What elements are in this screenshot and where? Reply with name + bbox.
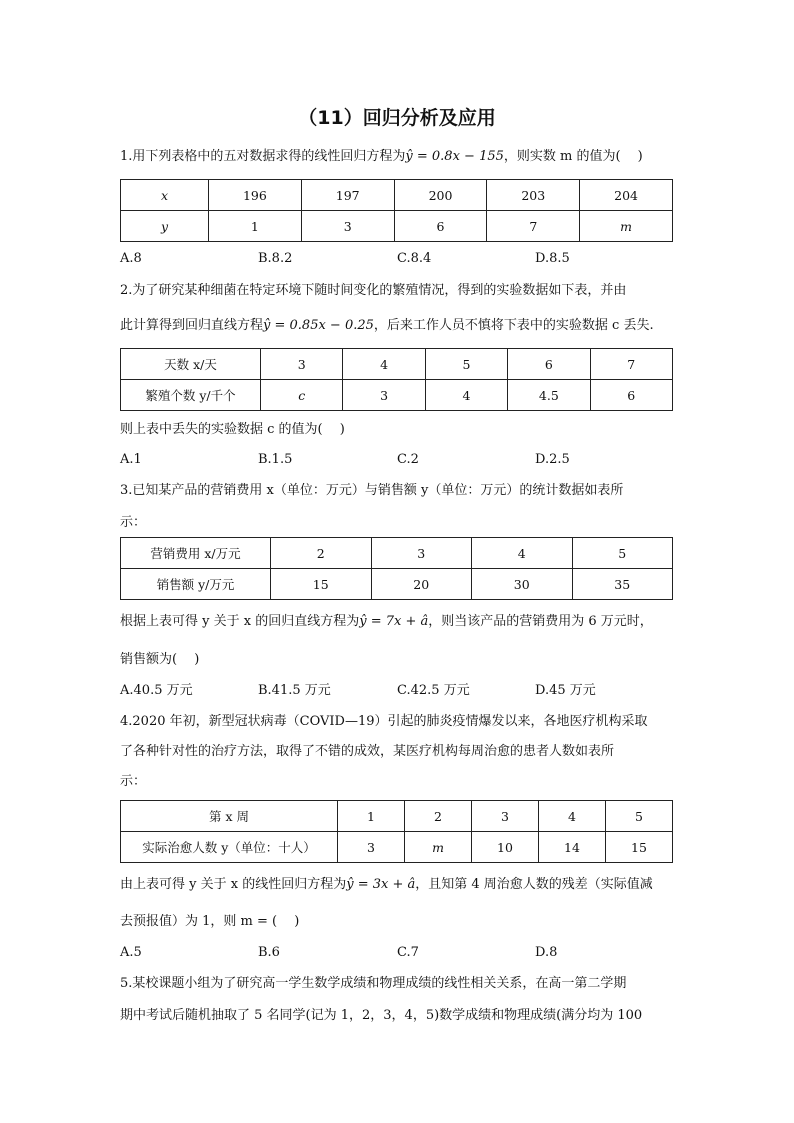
- table-cell: 2: [271, 538, 372, 569]
- q4-after-prefix: 由上表可得 y 关于 x 的线性回归方程为: [120, 877, 347, 892]
- table-cell: 1: [338, 801, 405, 832]
- q3-after-line1: [120, 613, 653, 631]
- q1-option-b[interactable]: B.8.2: [258, 251, 293, 266]
- q3-after-line2: 销售额为( ): [120, 652, 200, 667]
- table-cell: 7: [487, 211, 580, 242]
- table-row: [121, 538, 673, 569]
- table-cell: 第 x 周: [121, 801, 338, 832]
- q4-table: [120, 800, 673, 863]
- q4-option-c[interactable]: C.7: [397, 945, 419, 960]
- q5-stem-line2: 期中考试后随机抽取了 5 名同学(记为 1，2，3，4，5)数学成绩和物理成绩(满分均为 100: [120, 1008, 643, 1023]
- q4-option-a[interactable]: A.5: [120, 945, 142, 960]
- q2-option-d[interactable]: D.2.5: [535, 452, 570, 467]
- q2-equation: ŷ = 0.85x − 0.25: [263, 318, 374, 333]
- q3-after-suffix: ，则当该产品的营销费用为 6 万元时，: [428, 614, 653, 629]
- q2-question: 则上表中丢失的实验数据 c 的值为( ): [120, 422, 345, 437]
- table-cell: x: [121, 180, 209, 211]
- table-cell: 2: [405, 801, 472, 832]
- q4-after-line2: 去预报值）为 1，则 m = ( ): [120, 914, 300, 929]
- q1-stem-prefix: 1.用下列表格中的五对数据求得的线性回归方程为: [120, 149, 406, 164]
- table-row: [121, 180, 673, 211]
- q4-stem-line3: 示：: [120, 774, 147, 789]
- q4-after-suffix: ，且知第 4 周治愈人数的残差（实际值减: [415, 877, 653, 892]
- table-cell: 繁殖个数 y/千个: [121, 380, 261, 411]
- q3-option-b[interactable]: B.41.5 万元: [258, 683, 331, 698]
- table-cell: 14: [539, 832, 606, 863]
- q2-line2-prefix: 此计算得到回归直线方程: [120, 318, 264, 333]
- q3-option-d[interactable]: D.45 万元: [535, 683, 596, 698]
- q3-stem-line1: 3.已知某产品的营销费用 x（单位：万元）与销售额 y（单位：万元）的统计数据如表所: [120, 483, 624, 498]
- table-cell: 天数 x/天: [121, 349, 261, 380]
- table-cell: m: [405, 832, 472, 863]
- table-cell: 197: [301, 180, 394, 211]
- q4-after-line1: [120, 876, 653, 894]
- table-cell: 35: [572, 569, 673, 600]
- table-cell: 3: [261, 349, 343, 380]
- q1-stem: [120, 148, 643, 166]
- table-cell: 203: [487, 180, 580, 211]
- table-row: [121, 801, 673, 832]
- table-cell: 营销费用 x/万元: [121, 538, 271, 569]
- table-cell: 3: [371, 538, 472, 569]
- q2-option-b[interactable]: B.1.5: [258, 452, 293, 467]
- table-cell: 4.5: [508, 380, 590, 411]
- table-cell: m: [580, 211, 673, 242]
- q3-after-prefix: 根据上表可得 y 关于 x 的回归直线方程为: [120, 614, 360, 629]
- table-cell: 10: [472, 832, 539, 863]
- q2-table: [120, 348, 673, 411]
- q1-option-d[interactable]: D.8.5: [535, 251, 570, 266]
- table-cell: 196: [209, 180, 302, 211]
- table-row: [121, 569, 673, 600]
- q1-table: [120, 179, 673, 242]
- table-cell: 3: [301, 211, 394, 242]
- q4-option-b[interactable]: B.6: [258, 945, 280, 960]
- table-cell: 4: [425, 380, 507, 411]
- table-cell: y: [121, 211, 209, 242]
- q4-equation: ŷ = 3x + â: [346, 877, 416, 892]
- table-row: [121, 380, 673, 411]
- table-cell: 5: [425, 349, 507, 380]
- table-cell: 15: [271, 569, 372, 600]
- table-row: [121, 832, 673, 863]
- q2-stem-line2: [120, 317, 654, 335]
- table-cell: 15: [606, 832, 673, 863]
- q3-table: [120, 537, 673, 600]
- table-cell: 6: [590, 380, 672, 411]
- table-cell: 4: [539, 801, 606, 832]
- table-cell: 销售额 y/万元: [121, 569, 271, 600]
- table-cell: 1: [209, 211, 302, 242]
- q2-line2-suffix: ，后来工作人员不慎将下表中的实验数据 c 丢失.: [373, 318, 654, 333]
- q1-option-a[interactable]: A.8: [120, 251, 142, 266]
- q1-option-c[interactable]: C.8.4: [397, 251, 432, 266]
- q4-stem-line2: 了各种针对性的治疗方法，取得了不错的成效，某医疗机构每周治愈的患者人数如表所: [120, 744, 615, 759]
- q1-equation: ŷ = 0.8x − 155: [405, 149, 504, 164]
- table-row: [121, 211, 673, 242]
- q2-option-c[interactable]: C.2: [397, 452, 419, 467]
- q3-stem-line2: 示：: [120, 515, 147, 530]
- table-cell: c: [261, 380, 343, 411]
- table-cell: 3: [338, 832, 405, 863]
- q4-option-d[interactable]: D.8: [535, 945, 558, 960]
- q5-stem-line1: 5.某校课题小组为了研究高一学生数学成绩和物理成绩的线性相关关系，在高一第二学期: [120, 976, 627, 991]
- q3-option-a[interactable]: A.40.5 万元: [120, 683, 193, 698]
- q3-option-c[interactable]: C.42.5 万元: [397, 683, 470, 698]
- page-title: （11）回归分析及应用: [298, 107, 496, 129]
- q4-stem-line1: 4.2020 年初，新型冠状病毒（COVID—19）引起的肺炎疫情爆发以来，各地医疗机构采取: [120, 714, 648, 729]
- table-row: [121, 349, 673, 380]
- table-cell: 7: [590, 349, 672, 380]
- table-cell: 6: [394, 211, 487, 242]
- q2-stem-line1: 2.为了研究某种细菌在特定环境下随时间变化的繁殖情况，得到的实验数据如下表，并由: [120, 283, 627, 298]
- table-cell: 20: [371, 569, 472, 600]
- q1-stem-suffix: ，则实数 m 的值为( ): [503, 149, 643, 164]
- table-cell: 6: [508, 349, 590, 380]
- table-cell: 3: [343, 380, 425, 411]
- table-cell: 实际治愈人数 y（单位：十人）: [121, 832, 338, 863]
- table-cell: 4: [343, 349, 425, 380]
- table-cell: 204: [580, 180, 673, 211]
- table-cell: 4: [472, 538, 573, 569]
- table-cell: 5: [606, 801, 673, 832]
- q2-option-a[interactable]: A.1: [120, 452, 142, 467]
- table-cell: 3: [472, 801, 539, 832]
- table-cell: 30: [472, 569, 573, 600]
- table-cell: 5: [572, 538, 673, 569]
- q3-equation: ŷ = 7x + â: [359, 614, 429, 629]
- table-cell: 200: [394, 180, 487, 211]
